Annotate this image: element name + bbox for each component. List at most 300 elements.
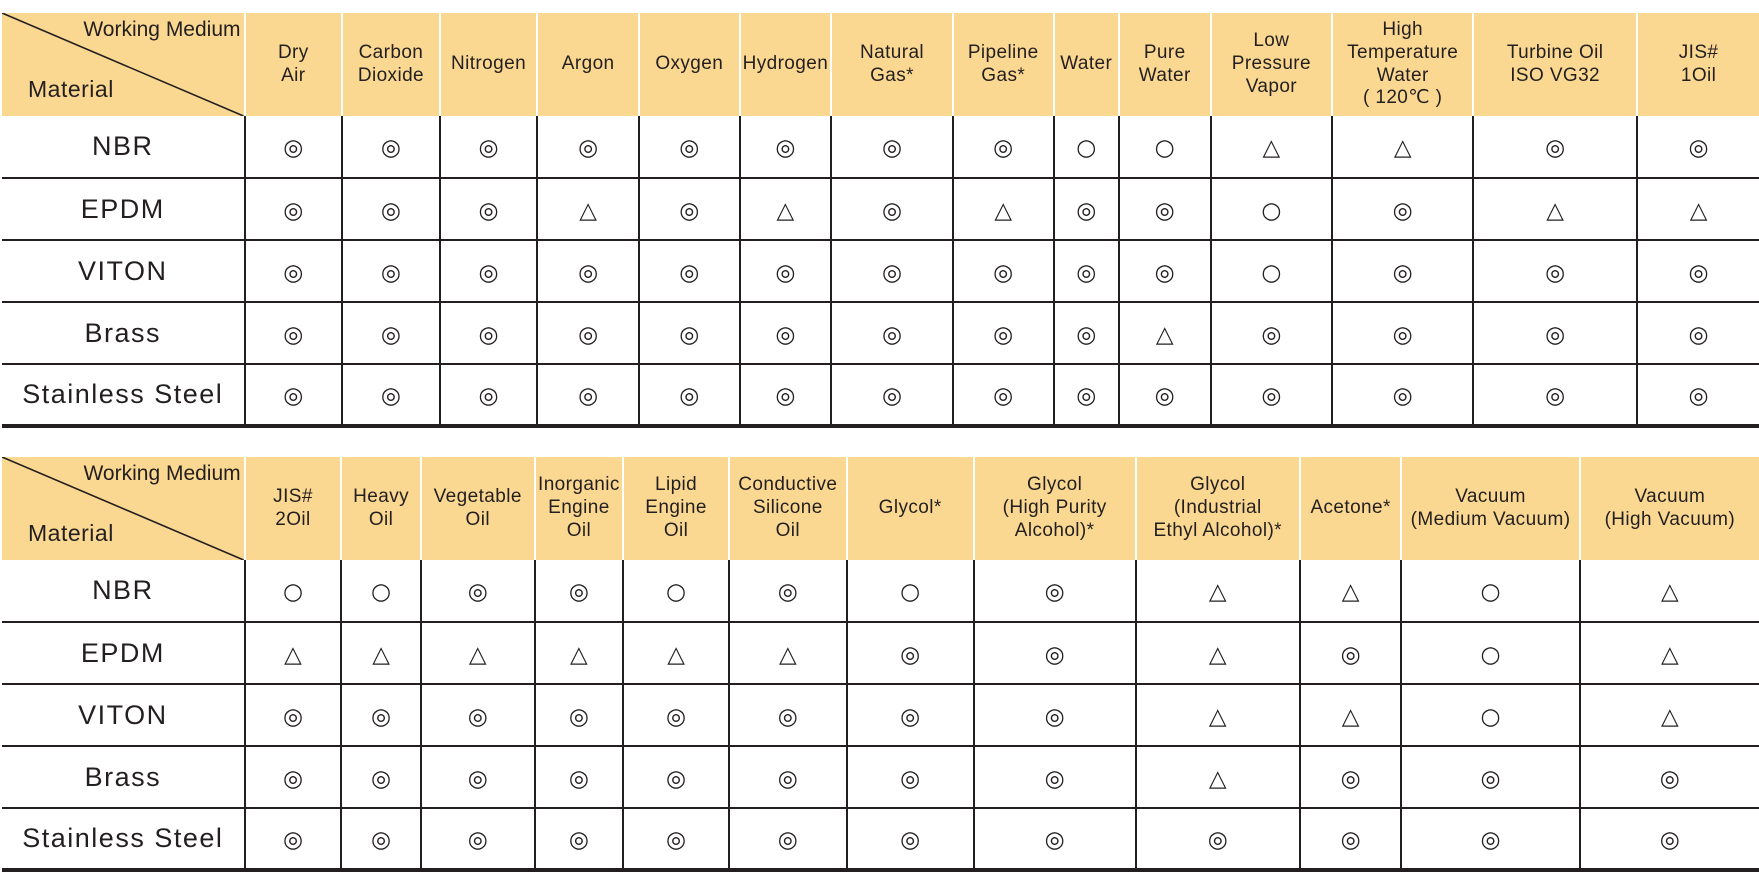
- rating-cell: [1300, 622, 1402, 684]
- rating-symbol: △: [1208, 579, 1227, 605]
- rating-symbol: ◎: [371, 765, 392, 792]
- medium-header: JIS# 1Oil: [1637, 13, 1759, 116]
- rating-symbol: ◎: [1659, 827, 1680, 853]
- rating-symbol: ◎: [568, 827, 589, 853]
- rating-cell: [245, 178, 343, 240]
- rating-symbol: ○: [1480, 579, 1501, 605]
- rating-symbol: ◎: [380, 383, 401, 409]
- rating-cell: [1211, 178, 1333, 240]
- rating-cell: [623, 560, 729, 622]
- rating-cell: [1211, 364, 1333, 426]
- rating-cell: [245, 302, 343, 364]
- medium-header: Heavy Oil: [341, 457, 421, 560]
- medium-header: Acetone*: [1300, 457, 1402, 560]
- rating-cell: [1300, 684, 1402, 746]
- rating-symbol: ◎: [1545, 135, 1566, 161]
- rating-cell: [639, 240, 740, 302]
- rating-symbol: ◎: [1688, 135, 1709, 161]
- rating-cell: [1580, 684, 1759, 746]
- rating-symbol: ◎: [1154, 197, 1175, 224]
- rating-cell: [974, 622, 1136, 684]
- rating-symbol: △: [1660, 641, 1679, 668]
- rating-symbol: ◎: [1480, 765, 1501, 792]
- rating-symbol: ◎: [282, 765, 304, 792]
- rating-cell: [440, 302, 538, 364]
- rating-cell: [623, 622, 729, 684]
- rating-cell: [1211, 302, 1333, 364]
- rating-cell: [1054, 240, 1119, 302]
- rating-cell: [1054, 364, 1119, 426]
- rating-symbol: ◎: [1044, 703, 1065, 730]
- rating-cell: [1637, 178, 1759, 240]
- rating-symbol: △: [1341, 703, 1360, 730]
- rating-cell: [440, 178, 538, 240]
- rating-symbol: ◎: [1392, 383, 1413, 409]
- rating-symbol: ◎: [467, 579, 488, 605]
- rating-cell: [245, 240, 343, 302]
- rating-cell: [342, 364, 440, 426]
- header-row: [2, 457, 1759, 560]
- rating-cell: [1473, 240, 1637, 302]
- rating-symbol: ◎: [478, 259, 499, 286]
- rating-cell: [341, 746, 421, 808]
- rating-symbol: ◎: [478, 321, 499, 348]
- rating-symbol: ◎: [283, 197, 304, 224]
- rating-cell: [342, 116, 440, 178]
- rating-symbol: ◎: [679, 259, 700, 286]
- rating-cell: [342, 302, 440, 364]
- rating-cell: [1473, 302, 1637, 364]
- rating-cell: [1119, 240, 1211, 302]
- medium-header: Vacuum (High Vacuum): [1580, 457, 1759, 560]
- rating-cell: [421, 746, 535, 808]
- rating-cell: [537, 240, 639, 302]
- rating-symbol: ◎: [578, 321, 599, 348]
- rating-symbol: ◎: [1044, 765, 1065, 792]
- rating-cell: [341, 560, 421, 622]
- table-row: [2, 560, 1759, 622]
- rating-symbol: ◎: [1545, 321, 1566, 348]
- rating-cell: [1580, 560, 1759, 622]
- rating-symbol: ◎: [380, 259, 401, 286]
- rating-symbol: ◎: [380, 321, 401, 348]
- rating-cell: [1136, 746, 1300, 808]
- rating-symbol: ◎: [881, 259, 903, 286]
- rating-cell: [1119, 302, 1211, 364]
- medium-header: Vegetable Oil: [421, 457, 535, 560]
- rating-symbol: ◎: [467, 827, 488, 853]
- rating-symbol: △: [778, 641, 797, 668]
- rating-symbol: ◎: [775, 321, 796, 348]
- rating-symbol: ○: [1480, 703, 1501, 730]
- rating-cell: [1136, 560, 1300, 622]
- rating-cell: [953, 178, 1054, 240]
- rating-symbol: △: [1546, 197, 1564, 224]
- medium-header: Argon: [537, 13, 639, 116]
- table-row: [2, 746, 1759, 808]
- material-name: NBR: [92, 575, 154, 605]
- compatibility-table-1: [2, 13, 1759, 428]
- rating-symbol: ◎: [900, 765, 921, 792]
- rating-cell: [341, 684, 421, 746]
- table-row: [2, 302, 1759, 364]
- rating-symbol: ◎: [578, 135, 599, 161]
- rating-symbol: △: [468, 641, 487, 668]
- rating-cell: [535, 808, 624, 870]
- medium-header: Pipeline Gas*: [953, 13, 1054, 116]
- rating-symbol: ◎: [578, 259, 599, 286]
- rating-symbol: ◎: [283, 383, 304, 409]
- rating-cell: [1580, 622, 1759, 684]
- rating-symbol: ○: [1480, 641, 1501, 668]
- rating-symbol: ◎: [900, 703, 921, 730]
- rating-symbol: ◎: [1480, 827, 1501, 853]
- rating-cell: [245, 560, 342, 622]
- medium-header: Hydrogen: [740, 13, 832, 116]
- rating-cell: [245, 622, 342, 684]
- rating-symbol: △: [667, 641, 685, 668]
- rating-symbol: ○: [282, 579, 304, 605]
- rating-cell: [1473, 178, 1637, 240]
- rating-cell: [1637, 364, 1759, 426]
- rating-cell: [1119, 364, 1211, 426]
- rating-symbol: ◎: [666, 827, 687, 853]
- rating-cell: [421, 560, 535, 622]
- rating-cell: [974, 808, 1136, 870]
- table-row: [2, 808, 1759, 870]
- rating-symbol: ◎: [775, 383, 796, 409]
- medium-header: JIS# 2Oil: [245, 457, 342, 560]
- rating-symbol: ◎: [282, 827, 304, 853]
- medium-header: Pure Water: [1119, 13, 1211, 116]
- rating-cell: [729, 684, 847, 746]
- medium-header: Carbon Dioxide: [342, 13, 440, 116]
- rating-cell: [623, 746, 729, 808]
- table-row: [2, 364, 1759, 426]
- rating-symbol: ◎: [568, 703, 589, 730]
- rating-cell: [729, 622, 847, 684]
- rating-symbol: ◎: [881, 197, 903, 224]
- rating-symbol: ◎: [1340, 827, 1361, 853]
- rating-cell: [953, 302, 1054, 364]
- rating-symbol: ◎: [679, 321, 700, 348]
- rating-symbol: △: [284, 641, 302, 668]
- rating-symbol: ◎: [993, 321, 1014, 348]
- material-name: NBR: [92, 131, 154, 161]
- rating-cell: [953, 240, 1054, 302]
- rating-symbol: ◎: [881, 321, 903, 348]
- rating-symbol: ◎: [1545, 383, 1566, 409]
- rating-symbol: ◎: [1261, 383, 1282, 409]
- rating-cell: [953, 364, 1054, 426]
- rating-symbol: ◎: [679, 197, 700, 224]
- medium-header: Inorganic Engine Oil: [535, 457, 624, 560]
- rating-symbol: ◎: [1154, 259, 1175, 286]
- rating-cell: [1580, 808, 1759, 870]
- table-row: [2, 178, 1759, 240]
- material-name: VITON: [2, 240, 245, 302]
- rating-cell: [421, 684, 535, 746]
- material-name: Brass: [2, 302, 245, 364]
- rating-symbol: ◎: [467, 703, 488, 730]
- rating-symbol: ○: [900, 579, 921, 605]
- rating-symbol: ◎: [1044, 579, 1065, 605]
- rating-cell: [1332, 240, 1473, 302]
- rating-cell: [974, 560, 1136, 622]
- rating-symbol: ◎: [1340, 641, 1361, 668]
- rating-cell: [831, 302, 953, 364]
- rating-cell: [1637, 240, 1759, 302]
- material-name: Stainless Steel: [2, 808, 245, 870]
- medium-header: Glycol*: [847, 457, 974, 560]
- rating-symbol: ◎: [1545, 259, 1566, 286]
- header-row: [2, 13, 1759, 116]
- rating-cell: [831, 116, 953, 178]
- rating-cell: [831, 240, 953, 302]
- medium-header: Glycol (Industrial Ethyl Alcohol)*: [1136, 457, 1300, 560]
- rating-cell: [1637, 116, 1759, 178]
- rating-cell: [1332, 364, 1473, 426]
- rating-cell: [245, 684, 342, 746]
- rating-symbol: △: [1208, 703, 1227, 730]
- rating-cell: [639, 116, 740, 178]
- rating-cell: [740, 178, 832, 240]
- medium-header: Lipid Engine Oil: [623, 457, 729, 560]
- rating-symbol: ○: [1076, 135, 1097, 161]
- rating-symbol: ◎: [993, 259, 1014, 286]
- medium-header: Vacuum (Medium Vacuum): [1401, 457, 1579, 560]
- working-medium-label: Working Medium: [83, 462, 241, 485]
- rating-cell: [729, 560, 847, 622]
- rating-cell: [535, 622, 624, 684]
- rating-cell: [1401, 808, 1579, 870]
- medium-header: Glycol (High Purity Alcohol)*: [974, 457, 1136, 560]
- material-name: EPDM: [2, 622, 245, 684]
- rating-cell: [1300, 808, 1402, 870]
- material-label: Material: [28, 76, 114, 103]
- material-name: Stainless Steel: [2, 364, 245, 426]
- rating-cell: [1136, 622, 1300, 684]
- rating-symbol: ◎: [777, 703, 798, 730]
- rating-symbol: △: [994, 197, 1013, 224]
- rating-symbol: ◎: [1076, 197, 1097, 224]
- rating-symbol: ◎: [993, 135, 1014, 161]
- medium-header: Nitrogen: [440, 13, 538, 116]
- rating-cell: [1136, 808, 1300, 870]
- rating-cell: [440, 364, 538, 426]
- rating-cell: [623, 808, 729, 870]
- rating-cell: [623, 684, 729, 746]
- rating-cell: [1054, 178, 1119, 240]
- rating-symbol: ◎: [1076, 259, 1097, 286]
- rating-cell: [1119, 116, 1211, 178]
- rating-cell: [535, 746, 624, 808]
- rating-symbol: ○: [371, 579, 392, 605]
- rating-cell: [639, 178, 740, 240]
- rating-symbol: ◎: [467, 765, 488, 792]
- working-medium-label: Working Medium: [83, 18, 241, 41]
- rating-symbol: ◎: [775, 259, 796, 286]
- rating-cell: [847, 560, 974, 622]
- rating-cell: [740, 116, 832, 178]
- rating-symbol: ○: [1261, 197, 1282, 224]
- rating-symbol: ◎: [282, 703, 304, 730]
- rating-symbol: △: [570, 641, 588, 668]
- rating-symbol: △: [579, 197, 597, 224]
- rating-symbol: ◎: [568, 765, 589, 792]
- medium-header: Low Pressure Vapor: [1211, 13, 1333, 116]
- rating-symbol: ◎: [371, 827, 392, 853]
- rating-symbol: △: [1208, 765, 1227, 792]
- rating-cell: [1054, 116, 1119, 178]
- rating-symbol: ◎: [900, 641, 921, 668]
- rating-cell: [729, 746, 847, 808]
- rating-symbol: ◎: [1392, 321, 1413, 348]
- rating-symbol: ◎: [777, 579, 798, 605]
- rating-symbol: ○: [1154, 135, 1175, 161]
- rating-symbol: △: [1262, 135, 1281, 161]
- medium-header: Water: [1054, 13, 1119, 116]
- rating-cell: [1332, 178, 1473, 240]
- rating-cell: [1300, 746, 1402, 808]
- rating-cell: [1401, 684, 1579, 746]
- rating-cell: [1119, 178, 1211, 240]
- rating-symbol: ◎: [478, 135, 499, 161]
- rating-cell: [245, 116, 343, 178]
- material-name: Brass: [2, 746, 245, 808]
- table-row: [2, 684, 1759, 746]
- rating-symbol: △: [1155, 321, 1174, 348]
- rating-symbol: ◎: [380, 197, 401, 224]
- rating-cell: [740, 364, 832, 426]
- rating-symbol: ◎: [578, 383, 599, 409]
- rating-symbol: △: [1660, 579, 1679, 605]
- rating-symbol: ◎: [568, 579, 589, 605]
- rating-cell: [342, 240, 440, 302]
- rating-cell: [639, 302, 740, 364]
- rating-symbol: ◎: [283, 259, 304, 286]
- rating-cell: [421, 808, 535, 870]
- medium-header: High Temperature Water ( 120℃ ): [1332, 13, 1473, 116]
- rating-symbol: △: [776, 197, 795, 224]
- rating-cell: [1473, 116, 1637, 178]
- rating-symbol: ◎: [371, 703, 392, 730]
- rating-cell: [1401, 560, 1579, 622]
- rating-symbol: ◎: [1076, 321, 1097, 348]
- rating-cell: [440, 240, 538, 302]
- rating-symbol: ◎: [1688, 321, 1709, 348]
- rating-symbol: ◎: [1261, 321, 1282, 348]
- rating-symbol: ◎: [666, 765, 687, 792]
- medium-header: Natural Gas*: [831, 13, 953, 116]
- rating-cell: [1332, 302, 1473, 364]
- rating-symbol: △: [1660, 703, 1679, 730]
- rating-symbol: ◎: [1207, 827, 1228, 853]
- rating-cell: [245, 808, 342, 870]
- rating-cell: [341, 808, 421, 870]
- rating-symbol: ◎: [881, 135, 903, 161]
- rating-symbol: ◎: [283, 135, 304, 161]
- rating-cell: [1637, 302, 1759, 364]
- rating-cell: [537, 116, 639, 178]
- rating-cell: [537, 302, 639, 364]
- rating-symbol: △: [1208, 641, 1227, 668]
- rating-cell: [847, 684, 974, 746]
- material-label: Material: [28, 520, 114, 547]
- corner-header: [2, 13, 245, 116]
- rating-cell: [1054, 302, 1119, 364]
- rating-cell: [1211, 240, 1333, 302]
- rating-symbol: ◎: [900, 827, 921, 853]
- rating-symbol: ◎: [1340, 765, 1361, 792]
- rating-symbol: ◎: [1392, 197, 1413, 224]
- material-name: EPDM: [2, 178, 245, 240]
- rating-cell: [440, 116, 538, 178]
- table-row: [2, 116, 1759, 178]
- rating-symbol: △: [372, 641, 390, 668]
- rating-symbol: ◎: [777, 765, 798, 792]
- rating-symbol: ◎: [283, 321, 304, 348]
- rating-symbol: ◎: [1076, 383, 1097, 409]
- rating-cell: [740, 240, 832, 302]
- rating-cell: [1332, 116, 1473, 178]
- rating-symbol: ◎: [666, 703, 687, 730]
- rating-symbol: ○: [1261, 259, 1282, 286]
- rating-symbol: ◎: [478, 197, 499, 224]
- medium-header: Oxygen: [639, 13, 740, 116]
- rating-symbol: △: [1341, 579, 1360, 605]
- rating-cell: [1300, 560, 1402, 622]
- rating-cell: [729, 808, 847, 870]
- rating-symbol: ◎: [679, 383, 700, 409]
- rating-cell: [341, 622, 421, 684]
- rating-symbol: ◎: [380, 135, 401, 161]
- rating-symbol: ◎: [1688, 259, 1709, 286]
- rating-symbol: ◎: [1688, 383, 1709, 409]
- rating-symbol: ◎: [881, 383, 903, 409]
- rating-symbol: ○: [666, 579, 687, 605]
- rating-cell: [342, 178, 440, 240]
- medium-header: Turbine Oil ISO VG32: [1473, 13, 1637, 116]
- rating-cell: [847, 622, 974, 684]
- rating-cell: [1401, 746, 1579, 808]
- rating-symbol: ◎: [478, 383, 499, 409]
- compatibility-table-2: [2, 457, 1759, 872]
- corner-header: [2, 457, 245, 560]
- rating-symbol: ◎: [993, 383, 1014, 409]
- rating-symbol: ◎: [1044, 641, 1065, 668]
- material-name: VITON: [2, 684, 245, 746]
- rating-cell: [245, 364, 343, 426]
- rating-cell: [1136, 684, 1300, 746]
- rating-symbol: ◎: [1659, 765, 1680, 792]
- rating-symbol: ◎: [775, 135, 796, 161]
- medium-header: Conductive Silicone Oil: [729, 457, 847, 560]
- rating-cell: [1473, 364, 1637, 426]
- rating-symbol: △: [1393, 135, 1412, 161]
- rating-symbol: ◎: [1044, 827, 1065, 853]
- rating-cell: [974, 684, 1136, 746]
- rating-symbol: ◎: [1154, 383, 1175, 409]
- rating-cell: [639, 364, 740, 426]
- rating-cell: [421, 622, 535, 684]
- medium-header: Dry Air: [245, 13, 343, 116]
- rating-cell: [831, 178, 953, 240]
- rating-cell: [847, 808, 974, 870]
- rating-cell: [537, 364, 639, 426]
- table-row: [2, 622, 1759, 684]
- rating-cell: [1580, 746, 1759, 808]
